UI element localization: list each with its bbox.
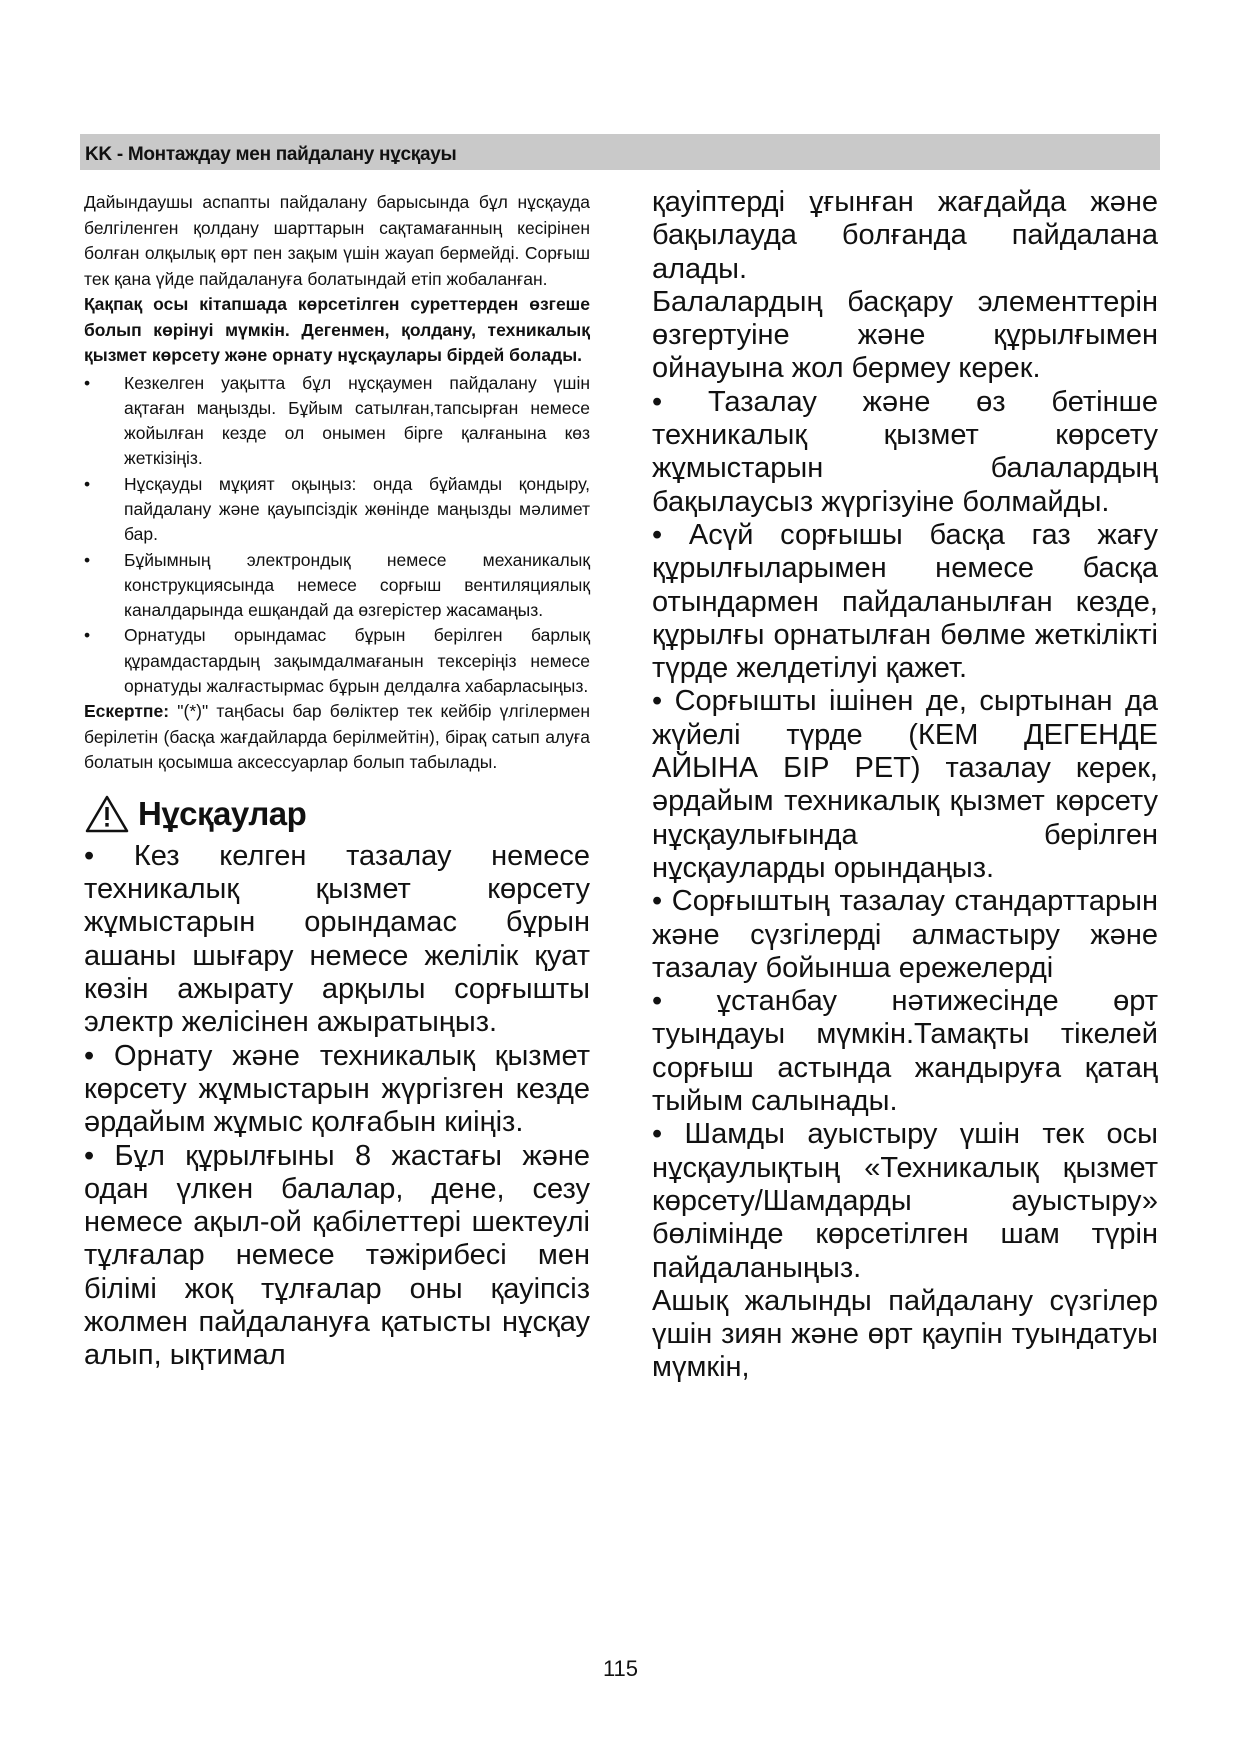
right-column bbox=[652, 186, 1158, 1385]
intro-section bbox=[84, 190, 590, 776]
intro-bullet-list bbox=[84, 371, 590, 700]
bold-notice-paragraph: Қақпақ осы кітапшада көрсетілген суреттерден өзгеше болып көрінуі мүмкін. Дегенмен, қолдану, техникалық қызмет көрсету және орнату нұсқаулары бірдей болады. bbox=[84, 294, 590, 365]
warning-heading bbox=[84, 790, 590, 838]
page-header-title: KK - Монтаждау мен пайдалану нұсқауы bbox=[85, 144, 457, 165]
list-item-text: Нұсқауды мұқият оқыңыз: онда бұйамды қондыру, пайдалану және қауыпсіздік жөнінде маңызды мәлимет бар. bbox=[124, 473, 590, 545]
body-paragraph: Ашық жалынды пайдалану сүзгілер үшін зиян және өрт қаупін туындатуы мүмкін, bbox=[652, 1284, 1158, 1384]
warning-paragraph: • Орнату және техникалық қызмет көрсету жұмыстарын жүргізген кезде әрдайым жұмыс қолғабын киіңіз. bbox=[84, 1039, 590, 1139]
note-paragraph bbox=[84, 699, 590, 776]
bullet-icon: • bbox=[84, 549, 91, 570]
bullet-icon: • bbox=[84, 625, 91, 646]
note-text: "(*)" таңбасы бар бөліктер тек кейбір үлгілермен берілетін (басқа жағдайларда берілмейтін), бірақ сатып алуға болатын қосымша аксессуарлар болып табылады. bbox=[84, 701, 590, 773]
warning-paragraph: • Бұл құрылғыны 8 жастағы және одан үлкен балалар, дене, сезу немесе ақыл-ой қабілеттері шектеулі тұлғалар немесе тәжірибесі мен білімі жоқ тұлғалар оны қауіпсіз жолмен пайдалануға қатысты нұсқау алып, ықтимал bbox=[84, 1139, 590, 1372]
bullet-icon: • bbox=[84, 473, 91, 494]
body-paragraph: қауіптерді ұғынған жағдайда және бақылауда болғанда пайдалана алады. bbox=[652, 186, 1158, 285]
list-item-text: Бұйымның электрондық немесе механикалық конструкциясында немесе сорғыш вентиляциялық каналдарында ешқандай да өзгерістер жасамаңыз. bbox=[124, 549, 590, 621]
warning-paragraph: • Кез келген тазалау немесе техникалық қызмет көрсету жұмыстарын орындамас бұрын ашаны шығару немесе желілік қуат көзін ажырату арқылы сорғышты электр желісінен ажыратыңыз. bbox=[84, 839, 590, 1039]
intro-paragraph: Дайындаушы аспапты пайдалану барысында бұл нұсқауда белгіленген қолдану шарттарын сақтамағанның кесірінен болған олқылық өрт пен зақым үшін жауап бермейді. Сорғыш тек қана үйде пайдалануға болатындай етіп жобаланған. bbox=[84, 192, 590, 289]
list-item bbox=[84, 472, 590, 548]
body-paragraph: Балалардың басқару элементтерін өзгертуіне және құрылғымен ойнауына жол бермеу керек. bbox=[652, 285, 1158, 385]
warning-triangle-icon bbox=[84, 794, 130, 834]
body-paragraph: • Тазалау және өз бетінше техникалық қызмет көрсету жұмыстарын балалардың бақылаусыз жүргізуіне болмайды. bbox=[652, 385, 1158, 518]
body-paragraph: • Сорғышты ішінен де, сыртынан да жүйелі түрде (КЕМ ДЕГЕНДЕ АЙЫНА БІР РЕТ) тазалау керек, әрдайым техникалық қызмет көрсету нұсқаулығында берілген нұсқауларды орындаңыз. bbox=[652, 685, 1158, 884]
body-paragraph: • Асүй сорғышы басқа газ жағу құрылғыларымен немесе басқа отындармен пайдаланылған кезде, құрылғы орнатылған бөлме жеткілікті түрде желдетілуі қажет. bbox=[652, 518, 1158, 685]
left-column bbox=[84, 190, 590, 1373]
list-item bbox=[84, 371, 590, 472]
list-item-text: Орнатуды орындамас бұрын берілген барлық құрамдастардың зақымдалмағанын тексеріңіз немесе орнатуды жалғастырмас бұрын делдалға хабарласыңыз. bbox=[124, 625, 590, 697]
list-item bbox=[84, 623, 590, 699]
body-paragraph: • ұстанбау нәтижесінде өрт туындауы мүмкін.Тамақты тікелей сорғыш астында жандыруға қатаң тыйым салынады. bbox=[652, 985, 1158, 1118]
list-item bbox=[84, 548, 590, 624]
body-paragraph: • Шамды ауыстыру үшін тек осы нұсқаулықтың «Техникалық қызмет көрсету/Шамдарды ауыстыру» бөлімінде көрсетілген шам түрін пайдаланыңыз. bbox=[652, 1118, 1158, 1284]
page-number: 115 bbox=[602, 1656, 639, 1681]
list-item-text: Кезкелген уақытта бұл нұсқаумен пайдалану үшін ақтаған маңызды. Бұйым сатылған,тапсырған немесе жойылған кезде ол онымен бірге қалғанына көз жеткізіңіз. bbox=[124, 372, 590, 469]
note-label: Ескертпе: bbox=[84, 701, 170, 722]
body-paragraph: • Сорғыштың тазалау стандарттарын және сүзгілерді алмастыру және тазалау бойынша ережелерді bbox=[652, 885, 1158, 984]
bullet-icon: • bbox=[84, 372, 91, 393]
warning-title: Нұсқаулар bbox=[138, 794, 307, 832]
